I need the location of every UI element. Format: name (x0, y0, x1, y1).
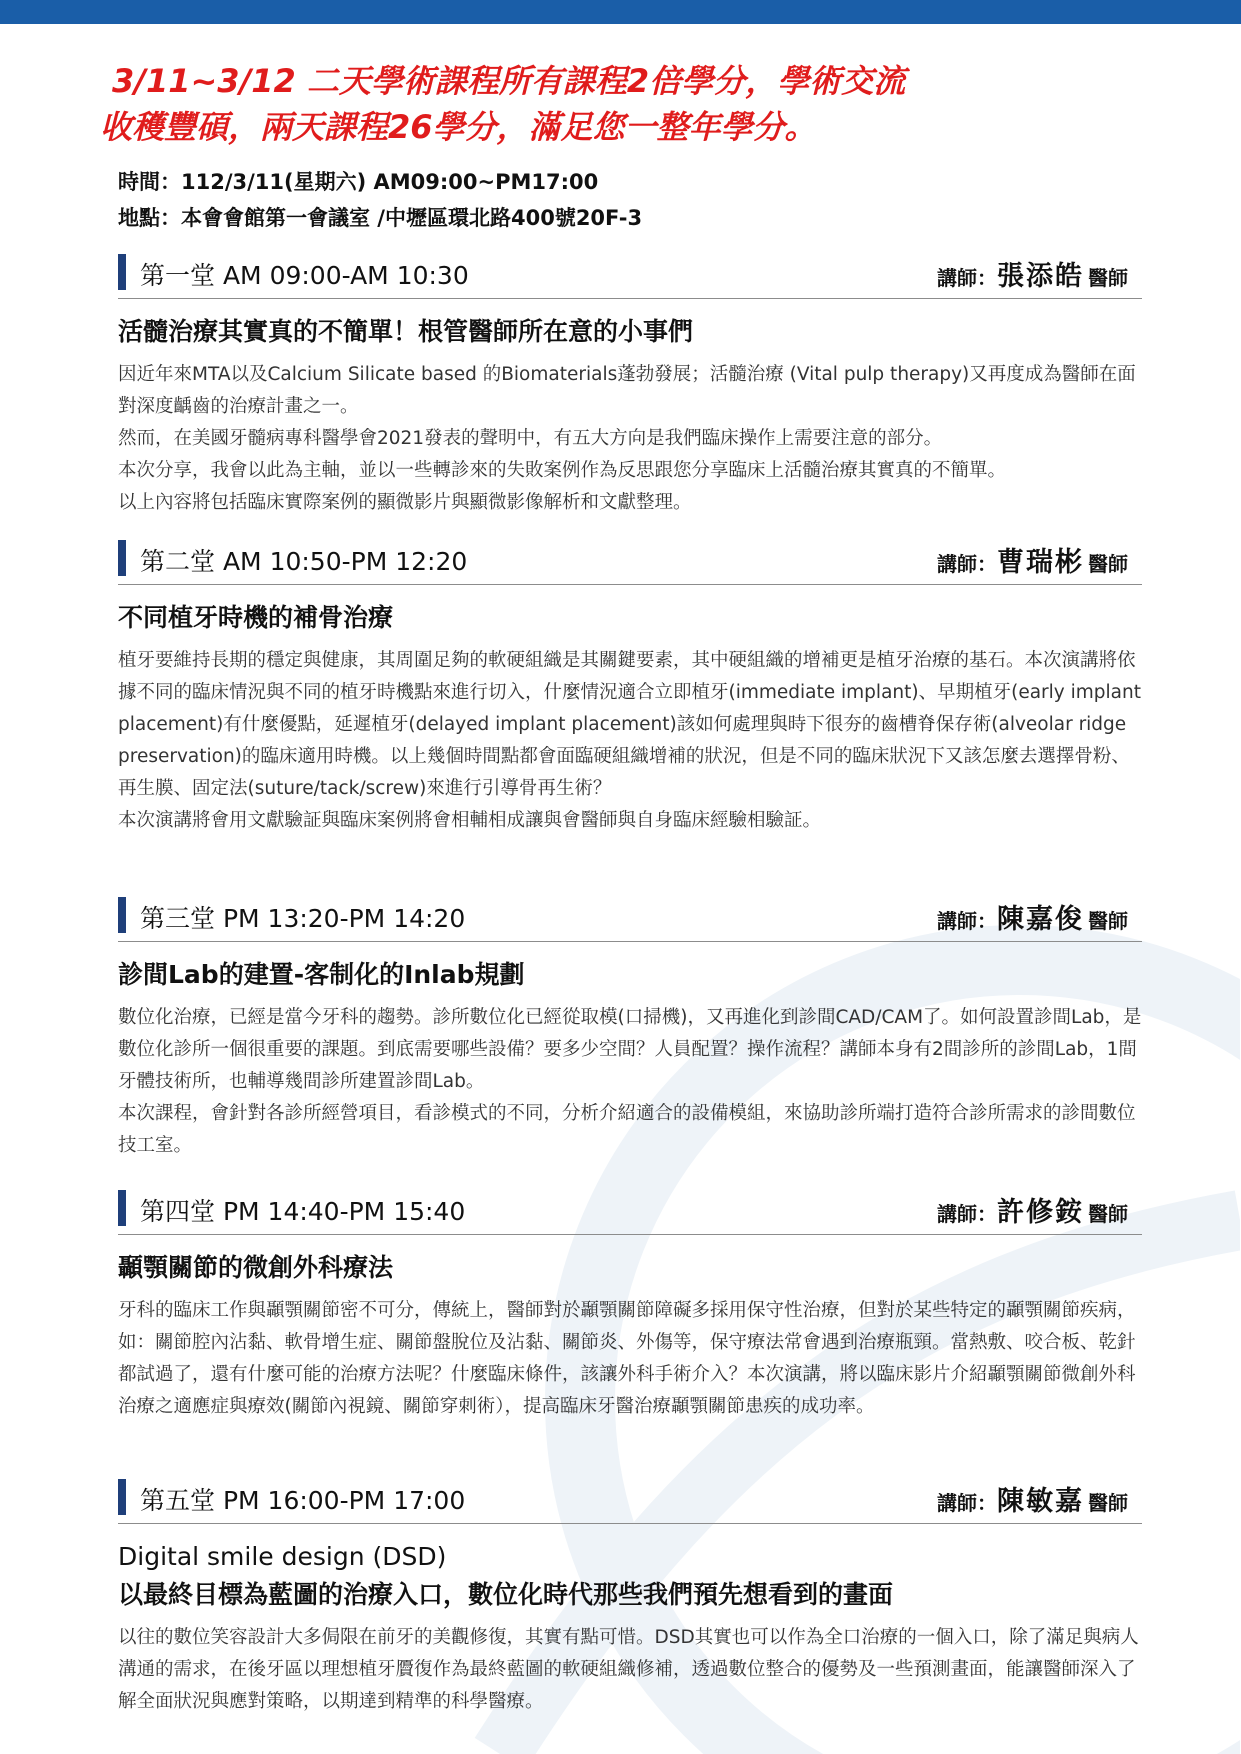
session-accent-bar (118, 540, 126, 576)
description-paragraph: 以往的數位笑容設計大多侷限在前牙的美觀修復，其實有點可惜。DSD其實也可以作為全口治療的一個入口，除了滿足與病人溝通的需求，在後牙區以理想植牙贗復作為最終藍圖的軟硬組織修補，透過數位整合的優勢及一些預測畫面，能讓醫師深入了解全面狀況與應對策略，以期達到精準的科學醫療。 (118, 1627, 1139, 1712)
session-lecturer (937, 1479, 1128, 1518)
session-title: 不同植牙時機的補骨治療 (118, 603, 394, 632)
session-3 (118, 893, 1142, 1162)
description-paragraph: 本次演講將會用文獻驗証與臨床案例將會相輔相成讓與會醫師與自身臨床經驗相驗証。 (118, 810, 822, 831)
session-lecturer (937, 254, 1128, 293)
session-title: 顳顎關節的微創外科療法 (118, 1253, 394, 1282)
session-time: 第三堂 PM 13:20-PM 14:20 (140, 904, 466, 933)
description-paragraph: 本次分享，我會以此為主軸，並以一些轉診來的失敗案例作為反思跟您分享臨床上活髓治療其實真的不簡單。 (118, 460, 1007, 481)
session-subtitle: 以最終目標為藍圖的治療入口，數位化時代那些我們預先想看到的畫面 (118, 1580, 894, 1609)
session-2 (118, 536, 1142, 837)
session-description (118, 1295, 1142, 1423)
session-header (118, 893, 1142, 942)
top-color-bar (0, 0, 1241, 24)
session-description (118, 1002, 1142, 1162)
lecturer-title: 醫師 (1088, 909, 1128, 933)
session-5 (118, 1475, 1142, 1718)
lecturer-name: 張添皓 (997, 261, 1084, 292)
description-paragraph: 以上內容將包括臨床實際案例的顯微影片與顯微影像解析和文獻整理。 (118, 492, 692, 513)
session-accent-bar (118, 897, 126, 933)
description-paragraph: 牙科的臨床工作與顳顎關節密不可分，傳統上，醫師對於顳顎關節障礙多採用保守性治療，但對於某些特定的顳顎關節疾病，如：關節腔內沾黏、軟骨增生症、關節盤脫位及沾黏、關節炎、外傷等，保守療法常會遇到治療瓶頸。當熱敷、咬合板、乾針都試過了，還有什麼可能的治療方法呢？什麼臨床條件，該讓外科手術介入？本次演講，將以臨床影片介紹顳顎關節微創外科治療之適應症與療效(關節內視鏡、關節穿刺術），提高臨床牙醫治療顳顎關節患疾的成功率。 (118, 1300, 1136, 1417)
session-title: 診間Lab的建置-客制化的Inlab規劃 (118, 960, 525, 989)
headline-line-1: 3/11~3/12 二天學術課程所有課程2倍學分，學術交流 (112, 62, 906, 100)
lecturer-name: 許修銨 (997, 1197, 1084, 1228)
session-title: Digital smile design (DSD) (118, 1542, 447, 1571)
lecturer-label: 講師： (937, 1202, 997, 1226)
headline-line-2: 收穫豐碩，兩天課程26學分，滿足您一整年學分。 (100, 108, 817, 146)
session-header (118, 1475, 1142, 1524)
session-accent-bar (118, 1479, 126, 1515)
lecturer-label: 講師： (937, 266, 997, 290)
session-4 (118, 1186, 1142, 1423)
session-time: 第二堂 AM 10:50-PM 12:20 (140, 547, 468, 576)
session-accent-bar (118, 1190, 126, 1226)
lecturer-title: 醫師 (1088, 1202, 1128, 1226)
session-1 (118, 250, 1142, 519)
event-info (118, 164, 642, 236)
lecturer-name: 陳嘉俊 (997, 904, 1084, 935)
lecturer-title: 醫師 (1088, 1491, 1128, 1515)
lecturer-title: 醫師 (1088, 552, 1128, 576)
session-description (118, 359, 1142, 519)
lecturer-name: 曹瑞彬 (997, 547, 1084, 578)
session-lecturer (937, 897, 1128, 936)
event-time: 時間：112/3/11(星期六) AM09:00~PM17:00 (118, 170, 599, 194)
session-title: 活髓治療其實真的不簡單！根管醫師所在意的小事們 (118, 317, 694, 346)
session-time: 第四堂 PM 14:40-PM 15:40 (140, 1197, 466, 1226)
session-description (118, 1622, 1142, 1718)
description-paragraph: 因近年來MTA以及Calcium Silicate based 的Biomaterials蓬勃發展；活髓治療 (Vital pulp therapy)又再度成為醫師在面對深度齲齒的治療計畫之一。 (118, 364, 1136, 417)
description-paragraph: 然而，在美國牙髓病專科醫學會2021發表的聲明中，有五大方向是我們臨床操作上需要注意的部分。 (118, 428, 943, 449)
session-time: 第五堂 PM 16:00-PM 17:00 (140, 1486, 466, 1515)
session-lecturer (937, 1190, 1128, 1229)
lecturer-label: 講師： (937, 552, 997, 576)
lecturer-label: 講師： (937, 909, 997, 933)
lecturer-name: 陳敏嘉 (997, 1486, 1084, 1517)
session-time: 第一堂 AM 09:00-AM 10:30 (140, 261, 469, 290)
session-header (118, 250, 1142, 299)
description-paragraph: 植牙要維持長期的穩定與健康，其周圍足夠的軟硬組織是其關鍵要素，其中硬組織的增補更是植牙治療的基石。本次演講將依據不同的臨床情況與不同的植牙時機點來進行切入，什麼情況適合立即植牙(immediate implant)、早期植牙(early implant placement)有什麼優點，延遲植牙(delayed implant placement)該如何處理與時下很夯的齒槽脊保存術(alveolar ridge preservation)的臨床適用時機。以上幾個時間點都會面臨硬組織增補的狀況，但是不同的臨床狀況下又該怎麼去選擇骨粉、再生膜、固定法(suture/tack/screw)來進行引導骨再生術？ (118, 650, 1141, 799)
lecturer-label: 講師： (937, 1491, 997, 1515)
session-description (118, 645, 1142, 837)
session-lecturer (937, 540, 1128, 579)
session-header (118, 536, 1142, 585)
event-location: 地點：本會會館第一會議室 /中壢區環北路400號20F-3 (118, 206, 643, 230)
promo-headline (100, 58, 1160, 150)
session-accent-bar (118, 254, 126, 290)
description-paragraph: 數位化治療，已經是當今牙科的趨勢。診所數位化已經從取模(口掃機)，又再進化到診間CAD/CAM了。如何設置診間Lab，是數位化診所一個很重要的課題。到底需要哪些設備？要多少空間？人員配置？操作流程？講師本身有2間診所的診間Lab，1間牙體技術所，也輔導幾間診所建置診間Lab。 (118, 1007, 1142, 1092)
description-paragraph: 本次課程，會針對各診所經營項目，看診模式的不同，分析介紹適合的設備模組，來協助診所端打造符合診所需求的診間數位技工室。 (118, 1103, 1136, 1156)
session-header (118, 1186, 1142, 1235)
lecturer-title: 醫師 (1088, 266, 1128, 290)
